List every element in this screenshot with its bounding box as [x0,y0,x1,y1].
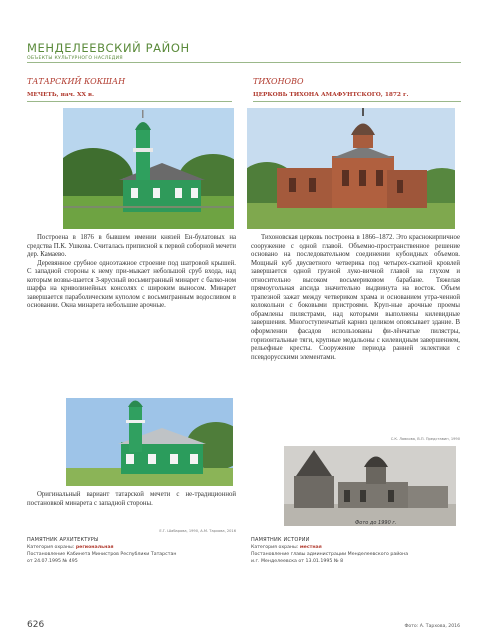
right-monument-details [251,544,463,565]
church-photo [247,108,455,229]
footer-photo-credit: Фото: А. Тархова, 2016 [404,624,460,629]
left-description [27,234,236,311]
left-monument-heading: ПАМЯТНИК АРХИТЕКТУРЫ [27,537,99,543]
right-category-value: местная [299,545,322,550]
right-category-label: Категория охраны: [251,545,300,550]
left-paragraph-2: Деревянное срубное одноэтажное строение под шатровой крышей. С западной стороны к нему при-мыкает небольшой сруб входа, над которым возвы-шается 3-ярусный восьмигранный минарет с балко-ном шарфа на криволинейных консолях с широким выносом. Минарет завершается параболическим куполом с восьмигранным водосливом в основании. Окна минарета небольшие арочные. [27,259,236,310]
right-monument-category-line [251,544,463,551]
left-category-label: Категория охраны: [27,545,76,550]
right-paragraph: Тихоновская церковь построена в 1866–1872. Это краснокирпичное сооружение с одной главой. Объемно-пространственное решение основано на последовательном соединении кубоидных объемов. Мощный куб двусветного четверика под четырех-скатной кровлей завершается одной грузной луко-вичной главой на глухом и относительно высоком восьмериковом барабане. Тяжелая прямоугольная апсида значительно выдвинута на восток. Объем трапезной зажат между четвериком храма и основанием утра-ченной колокольни с боковыми пристроями. Круп-ные арочные проемы обрамлены пилястрами, над которыми выполнены килевидные завершения. Многоступенчатый карниз целиком опоясывает здание. В оформлении фасадов использованы фи-лёнчатые пилястры, горизонтальные тяги, крупные медальоны с килевидным завершением, рельефные кресты. Сооружение периода ранней эклектики с псевдорусскими элементами. [251,234,460,361]
left-monument-decree: Постановление Кабинета Министров Республики Татарстан [27,552,177,557]
old-mosque-photo [66,398,233,486]
header-rule [27,62,461,63]
left-object-title: МЕЧЕТЬ, нач. ХХ в. [27,92,95,98]
left-lower-description [27,491,236,508]
left-photo-credit: Е.Г. Шабарова, 1990, А.М. Тархова, 2016 [159,529,236,533]
old-church-photo [284,446,456,526]
right-location: ТИХОНОВО [253,77,304,86]
right-monument-heading: ПАМЯТНИК ИСТОРИИ [251,537,310,543]
left-category-value: региональная [75,545,114,550]
left-monument-details [27,544,236,565]
left-lower-paragraph: Оригинальный вариант татарской мечети с не-традиционной постановкой минарета с западной стороны. [27,491,236,507]
left-monument-date: от 24.07.1995 № 495 [27,559,78,564]
right-object-title: ЦЕРКОВЬ ТИХОНА АМАФУНТСКОГО, 1872 г. [253,92,409,98]
right-description [251,234,460,362]
page-number: 626 [27,620,45,630]
right-monument-decree: Постановление главы администрации Менделеевского района [251,552,409,557]
mosque-photo [63,108,234,229]
left-monument-category-line [27,544,236,551]
left-location: ТАТАРСКИЙ КОКШАН [27,77,126,86]
district-title: МЕНДЕЛЕЕВСКИЙ РАЙОН [27,41,190,55]
section-subtitle: ОБЪЕКТЫ КУЛЬТУРНОГО НАСЛЕДИЯ [27,56,123,61]
left-paragraph-1: Построена в 1876 в бывшем имении князей Ен-булатовых на средства П.К. Ушкова. Считалась приписной к первой соборной мечети дер. Камаево. [27,234,236,259]
old-photo-caption: Фото до 1990 г. [355,520,397,526]
right-photo-credit: С.К. Лавкова, В.П. Представин, 1990 [390,437,460,441]
right-heading-rule [253,101,461,102]
left-heading-rule [27,101,232,102]
right-monument-date: и.г. Менделеевска от 13.01.1995 № 8 [251,559,344,564]
